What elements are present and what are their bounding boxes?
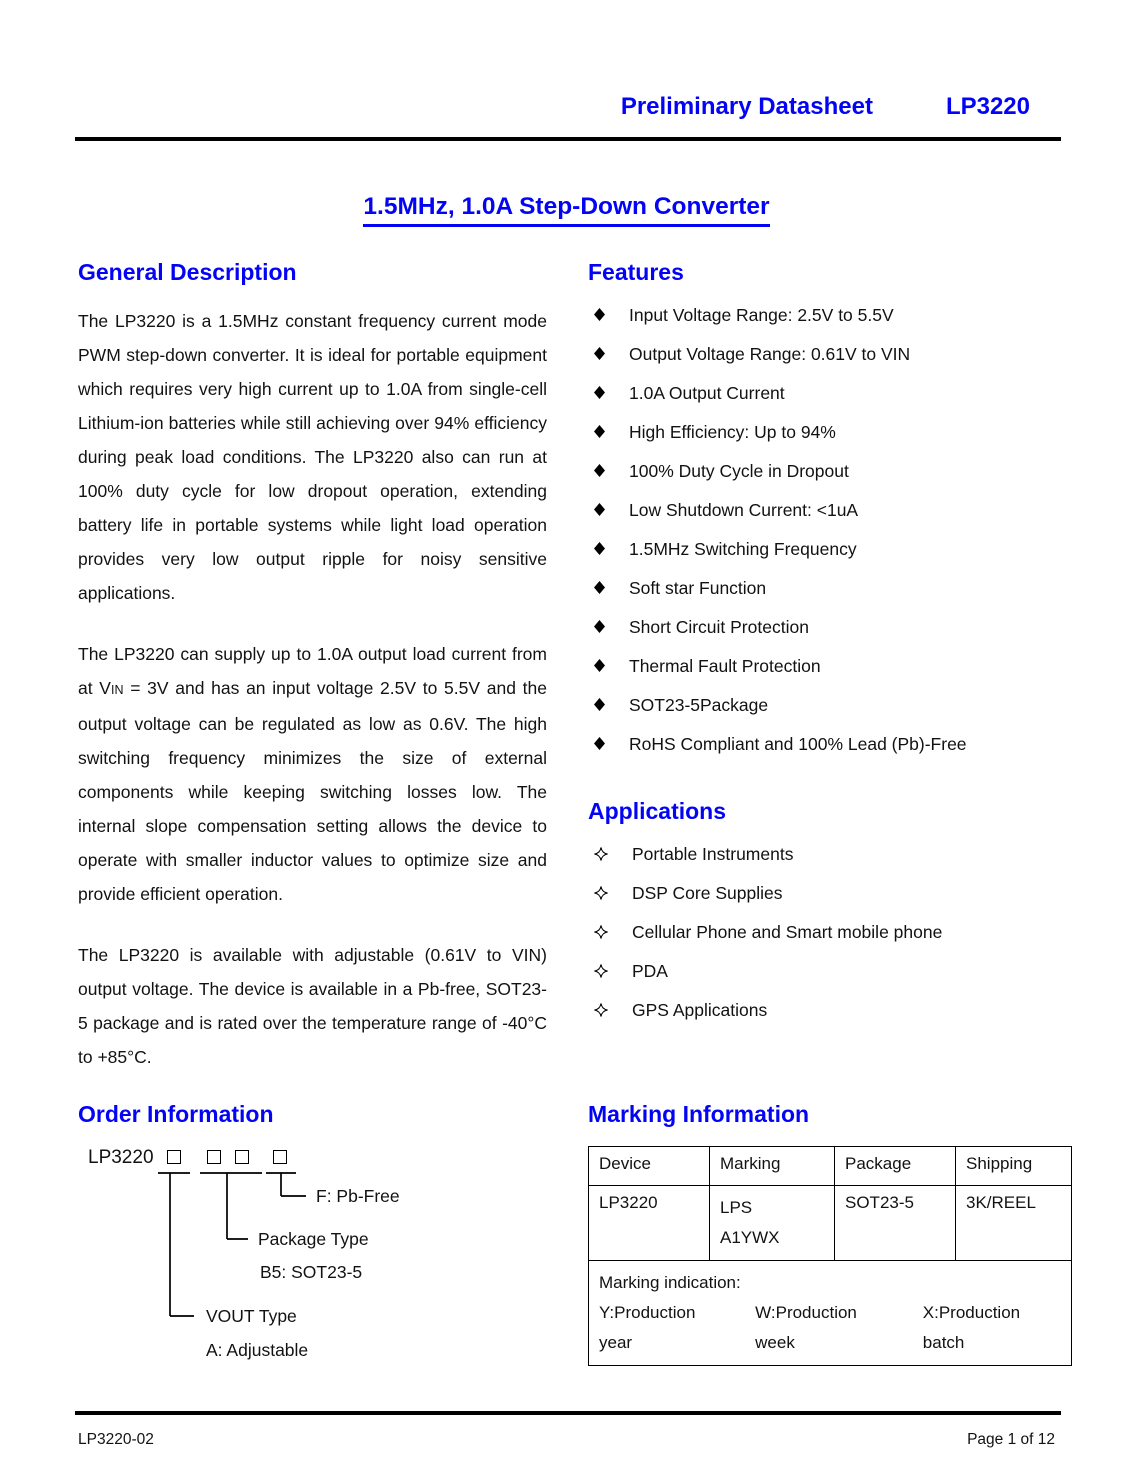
column-header-marking: Marking	[710, 1147, 835, 1186]
feature-item	[588, 421, 1072, 443]
marking-cell	[710, 1186, 835, 1261]
marking-table-row	[589, 1186, 1072, 1261]
footer-page-number: Page 1 of 12	[967, 1431, 1055, 1448]
marking-information-heading: Marking Information	[588, 1101, 810, 1127]
application-item	[588, 999, 1072, 1021]
order-pbfree-label: F: Pb-Free	[316, 1186, 400, 1206]
feature-item	[588, 460, 1072, 482]
feature-label: Input Voltage Range: 2.5V to 5.5V	[629, 305, 894, 325]
feature-item	[588, 655, 1072, 677]
order-information-heading: Order Information	[78, 1101, 274, 1127]
marking-note-legend	[599, 1298, 1061, 1358]
feature-label: RoHS Compliant and 100% Lead (Pb)-Free	[629, 734, 967, 754]
four-pointed-star-icon	[594, 1003, 608, 1017]
marking-table	[588, 1146, 1072, 1366]
general-description-paragraph-1: The LP3220 is a 1.5MHz constant frequency current mode PWM step-down converter. It is ideal for portable equipment which requires very high current up to 1.0A from single-cell Lithium-ion batteries while still achieving over 94% efficiency during peak load conditions. The LP3220 also can run at 100% duty cycle for low dropout operation, extending battery life in portable systems while light load operation provides very low output ripple for noisy sensitive applications.	[78, 311, 547, 603]
doc-type-label: Preliminary Datasheet	[620, 93, 873, 120]
title-band	[0, 193, 1133, 227]
application-label: Portable Instruments	[632, 844, 794, 864]
feature-item	[588, 499, 1072, 521]
order-package-type-value: B5: SOT23-5	[260, 1262, 363, 1282]
page-header	[0, 93, 1030, 121]
order-code-diagram	[78, 1146, 547, 1378]
filled-diamond-icon	[594, 503, 605, 516]
four-pointed-star-icon	[594, 847, 608, 861]
application-item	[588, 960, 1072, 982]
column-header-shipping: Shipping	[956, 1147, 1072, 1186]
order-vout-type-value: A: Adjustable	[206, 1340, 309, 1360]
feature-label: Short Circuit Protection	[629, 617, 809, 637]
note-production-year: Y:Production year	[599, 1303, 696, 1352]
marking-note-row	[589, 1261, 1072, 1366]
header-rule	[75, 137, 1061, 141]
applications-section	[588, 797, 1072, 1021]
vin-subscript: IN	[110, 683, 124, 697]
marking-code-line1: LPS	[720, 1198, 753, 1217]
feature-item	[588, 694, 1072, 716]
filled-diamond-icon	[594, 659, 605, 672]
filled-diamond-icon	[594, 386, 605, 399]
application-item	[588, 843, 1072, 865]
marking-note-cell	[589, 1261, 1072, 1366]
package-cell: SOT23-5	[835, 1186, 956, 1261]
feature-item	[588, 733, 1072, 755]
filled-diamond-icon	[594, 308, 605, 321]
footer-doc-code: LP3220-02	[78, 1431, 154, 1448]
column-header-package: Package	[835, 1147, 956, 1186]
column-header-device: Device	[589, 1147, 710, 1186]
feature-item	[588, 382, 1072, 404]
filled-diamond-icon	[594, 542, 605, 555]
shipping-cell: 3K/REEL	[956, 1186, 1072, 1261]
features-list	[588, 304, 1072, 755]
device-cell: LP3220	[589, 1186, 710, 1261]
feature-label: High Efficiency: Up to 94%	[629, 422, 836, 442]
general-description-paragraph-3: The LP3220 is available with adjustable (0.61V to VIN) output voltage. The device is available in a Pb-free, SOT23-5 package and is rated over the temperature range of -40°C to +85°C.	[78, 945, 547, 1067]
feature-label: Output Voltage Range: 0.61V to VIN	[629, 344, 911, 364]
note-production-week: W:Production week	[755, 1303, 857, 1352]
filled-diamond-icon	[594, 620, 605, 633]
feature-item	[588, 304, 1072, 326]
applications-heading: Applications	[588, 798, 727, 824]
filled-diamond-icon	[594, 737, 605, 750]
part-number-label: LP3220	[945, 93, 1030, 120]
order-part-prefix: LP3220	[88, 1147, 154, 1168]
general-description-section	[78, 258, 547, 1074]
application-item	[588, 921, 1072, 943]
paragraph-2-text: The LP3220 can supply up to 1.0A output load current from at V	[78, 644, 547, 698]
four-pointed-star-icon	[594, 886, 608, 900]
features-section	[588, 258, 1072, 755]
feature-item	[588, 538, 1072, 560]
page-footer	[78, 1431, 1055, 1449]
marking-note-title: Marking indication:	[599, 1273, 741, 1292]
feature-label: Soft star Function	[629, 578, 767, 598]
marking-table-header-row	[589, 1147, 1072, 1186]
paragraph-2-text-cont: = 3V and has an input voltage 2.5V to 5.5V and the output voltage can be regulated as low as 0.6V. The high switching frequency minimizes the size of external components while keeping switching losses low. The internal slope compensation setting allows the device to operate with smaller inductor values to optimize size and provide efficient operation.	[78, 678, 547, 904]
feature-label: 100% Duty Cycle in Dropout	[629, 461, 849, 481]
content-columns	[78, 258, 1065, 1378]
features-heading: Features	[588, 259, 684, 285]
order-package-type-label: Package Type	[258, 1229, 369, 1249]
feature-item	[588, 577, 1072, 599]
feature-item	[588, 343, 1072, 365]
page-title: 1.5MHz, 1.0A Step-Down Converter	[363, 193, 769, 227]
feature-label: Low Shutdown Current: <1uA	[629, 500, 859, 520]
four-pointed-star-icon	[594, 964, 608, 978]
application-item	[588, 882, 1072, 904]
application-label: Cellular Phone and Smart mobile phone	[632, 922, 943, 942]
filled-diamond-icon	[594, 425, 605, 438]
filled-diamond-icon	[594, 581, 605, 594]
footer-rule	[75, 1411, 1061, 1415]
filled-diamond-icon	[594, 698, 605, 711]
feature-item	[588, 616, 1072, 638]
feature-label: Thermal Fault Protection	[629, 656, 821, 676]
features-applications-block	[588, 258, 1072, 1074]
filled-diamond-icon	[594, 464, 605, 477]
feature-label: 1.5MHz Switching Frequency	[629, 539, 857, 559]
four-pointed-star-icon	[594, 925, 608, 939]
application-label: GPS Applications	[632, 1000, 768, 1020]
application-label: DSP Core Supplies	[632, 883, 783, 903]
feature-label: SOT23-5Package	[629, 695, 769, 715]
order-information-section	[78, 1100, 547, 1378]
application-label: PDA	[632, 961, 668, 981]
marking-information-section	[588, 1100, 1072, 1378]
filled-diamond-icon	[594, 347, 605, 360]
note-production-batch: X:Production batch	[922, 1303, 1021, 1352]
general-description-heading: General Description	[78, 259, 297, 285]
marking-code-line2: A1YWX	[720, 1228, 780, 1247]
feature-label: 1.0A Output Current	[629, 383, 785, 403]
applications-list	[588, 843, 1072, 1021]
general-description-paragraph-2	[78, 637, 547, 911]
order-vout-type-label: VOUT Type	[206, 1306, 297, 1326]
